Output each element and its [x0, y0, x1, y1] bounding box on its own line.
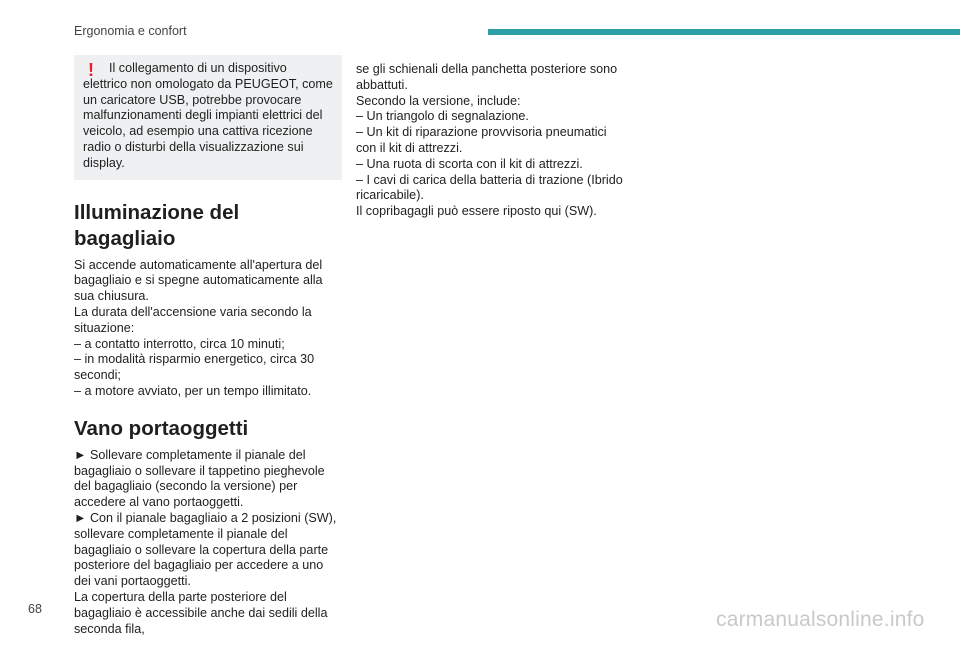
header-accent-bar [488, 29, 960, 35]
list-item: – a motore avviato, per un tempo illimitato. [74, 383, 312, 398]
list-item: – I cavi di carica della batteria di trazione (Ibrido ricaricabile). [356, 172, 623, 203]
paragraph: La copertura della parte posteriore del bagagliaio è accessibile anche dai sedili della seconda fila, [74, 589, 328, 636]
paragraph: Si accende automaticamente all'apertura del bagagliaio e si spegne automaticamente alla sua chiusura. [74, 257, 323, 304]
list-item: – Una ruota di scorta con il kit di attrezzi. [356, 156, 583, 171]
section-storage [74, 416, 342, 638]
paragraph: se gli schienali della panchetta posteriore sono abbattuti. [356, 62, 618, 92]
watermark: carmanualsonline.info [716, 608, 925, 631]
warning-box [74, 55, 342, 180]
page-number: 68 [28, 602, 42, 616]
list-item: – a contatto interrotto, circa 10 minuti; [74, 336, 285, 351]
section-trunk-lighting [74, 200, 342, 400]
warning-text: Il collegamento di un dispositivo elettrico non omologato da PEUGEOT, come un caricatore USB, potrebbe provocare malfunzionamenti degli impianti elettrici del veicolo, ad esempio una cattiva ricezione radio o disturbi della visualizzazione sui display. [83, 61, 333, 170]
left-column [74, 55, 342, 653]
right-column [356, 62, 628, 220]
section-title: Illuminazione del bagagliaio [74, 200, 240, 250]
list-item: – Un triangolo di segnalazione. [356, 109, 529, 124]
paragraph: La durata dell'accensione varia secondo la situazione: [74, 304, 312, 335]
instruction: ► Sollevare completamente il pianale del bagagliaio o sollevare il tappetino pieghevole del bagagliaio (secondo la versione) per accedere al vano portaoggetti. [74, 447, 325, 510]
paragraph: Secondo la versione, include: [356, 93, 521, 108]
paragraph: Il copribagagli può essere riposto qui (SW). [356, 204, 597, 219]
list-item: – Un kit di riparazione provvisoria pneumatici con il kit di attrezzi. [356, 125, 607, 155]
section-title: Vano portaoggetti [74, 416, 249, 440]
header-title: Ergonomia e confort [74, 24, 187, 38]
exclamation-icon: ! [88, 60, 94, 80]
list-item: – in modalità risparmio energetico, circa 30 secondi; [74, 352, 315, 383]
instruction: ► Con il pianale bagagliaio a 2 posizioni (SW), sollevare completamente il pianale del bagagliaio o sollevare la copertura della parte posteriore del bagagliaio per accedere a uno dei vani portaoggetti. [74, 510, 337, 589]
